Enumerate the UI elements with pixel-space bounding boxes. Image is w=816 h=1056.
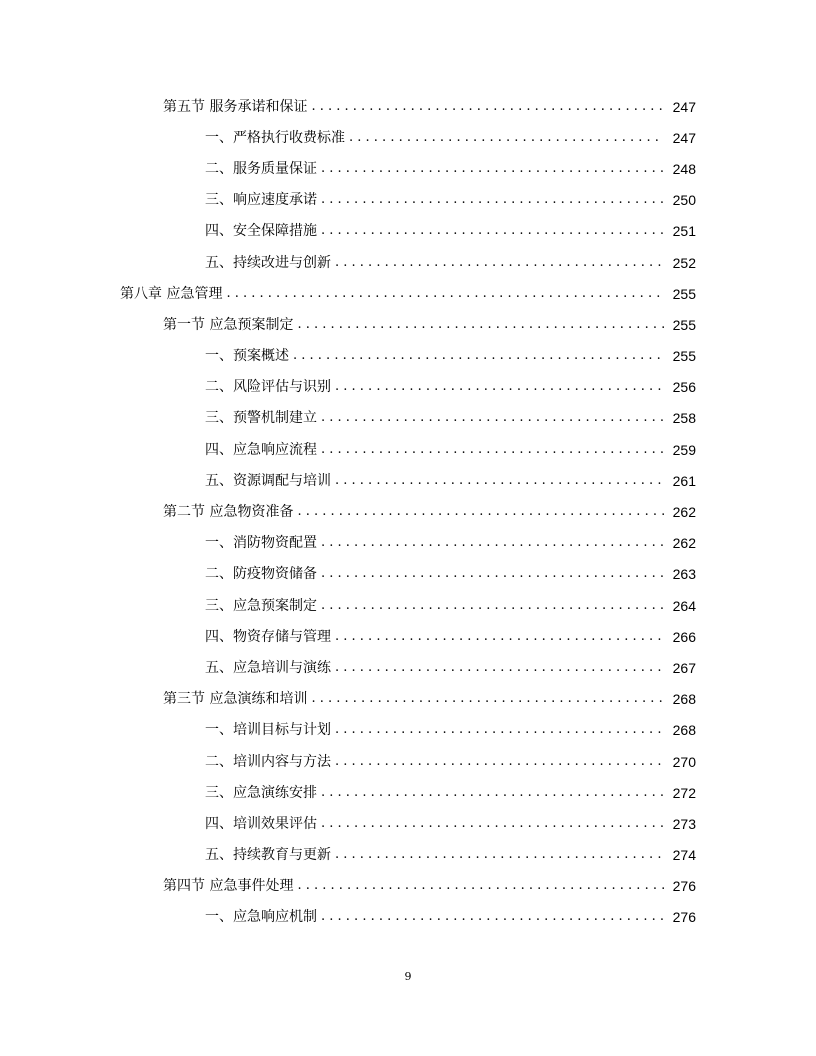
dot-leader [321, 440, 664, 460]
toc-entry[interactable] [0, 871, 816, 902]
toc-entry[interactable] [0, 777, 816, 808]
toc-entry[interactable] [0, 684, 816, 715]
toc-entry-page: 268 [672, 722, 696, 739]
toc-entry[interactable] [0, 840, 816, 871]
toc-entry[interactable] [0, 278, 816, 309]
toc-entry[interactable] [0, 465, 816, 496]
dot-leader [335, 377, 664, 397]
toc-entry-title: 四、应急响应流程 [205, 441, 317, 458]
toc-entry-page: 261 [672, 472, 696, 489]
toc-entry-title: 一、培训目标与计划 [205, 722, 331, 739]
toc-entry-page: 266 [672, 628, 696, 645]
toc-entry-page: 248 [672, 160, 696, 177]
toc-entry[interactable] [0, 528, 816, 559]
dot-leader [321, 408, 664, 428]
toc-entry-page: 267 [672, 659, 696, 676]
toc-entry[interactable] [0, 902, 816, 933]
dot-leader [321, 596, 664, 616]
toc-entry[interactable] [0, 247, 816, 278]
toc-entry-page: 252 [672, 254, 696, 271]
toc-entry-page: 250 [672, 192, 696, 209]
toc-entry-title: 三、响应速度承诺 [205, 192, 317, 209]
toc-entry-page: 272 [672, 784, 696, 801]
toc-entry[interactable] [0, 434, 816, 465]
toc-entry[interactable] [0, 652, 816, 683]
toc-entry-title: 二、防疫物资储备 [205, 566, 317, 583]
toc-entry[interactable] [0, 746, 816, 777]
toc-entry[interactable] [0, 559, 816, 590]
toc-entry[interactable] [0, 403, 816, 434]
toc-entry-page: 276 [672, 878, 696, 895]
toc-entry[interactable] [0, 808, 816, 839]
dot-leader [311, 97, 664, 117]
dot-leader [335, 471, 664, 491]
toc-entry-title: 五、持续教育与更新 [205, 847, 331, 864]
toc-entry[interactable] [0, 216, 816, 247]
toc-entry-title: 五、资源调配与培训 [205, 472, 331, 489]
toc-entry-title: 第三节 应急演练和培训 [163, 691, 308, 708]
toc-entry-title: 第一节 应急预案制定 [163, 316, 294, 333]
toc-entry-title: 四、培训效果评估 [205, 815, 317, 832]
toc-entry-title: 四、安全保障措施 [205, 223, 317, 240]
dot-leader [321, 221, 664, 241]
toc-entry-page: 255 [672, 285, 696, 302]
dot-leader [335, 845, 664, 865]
toc-entry[interactable] [0, 715, 816, 746]
toc-entry-title: 三、应急演练安排 [205, 784, 317, 801]
dot-leader [335, 253, 664, 273]
toc-entry[interactable] [0, 153, 816, 184]
toc-entry-page: 262 [672, 504, 696, 521]
toc-entry-title: 五、应急培训与演练 [205, 659, 331, 676]
toc-entry-page: 274 [672, 847, 696, 864]
toc-entry-title: 三、应急预案制定 [205, 597, 317, 614]
toc-entry-page: 268 [672, 691, 696, 708]
toc-entry-title: 二、服务质量保证 [205, 160, 317, 177]
toc-entry-page: 247 [672, 98, 696, 115]
toc-entry-title: 四、物资存储与管理 [205, 628, 331, 645]
dot-leader [335, 627, 664, 647]
toc-entry-title: 五、持续改进与创新 [205, 254, 331, 271]
dot-leader [321, 564, 664, 584]
toc-entry-title: 一、消防物资配置 [205, 535, 317, 552]
dot-leader [335, 720, 664, 740]
toc-entry[interactable] [0, 372, 816, 403]
toc-entry-title: 第五节 服务承诺和保证 [163, 98, 308, 115]
toc-entry-title: 一、严格执行收费标准 [205, 129, 345, 146]
toc-entry[interactable] [0, 91, 816, 122]
dot-leader [321, 783, 664, 803]
dot-leader [297, 876, 664, 896]
toc-entry[interactable] [0, 590, 816, 621]
toc-entry-title: 第二节 应急物资准备 [163, 504, 294, 521]
dot-leader [321, 159, 664, 179]
toc-entry[interactable] [0, 341, 816, 372]
dot-leader [297, 502, 664, 522]
toc-entry-page: 255 [672, 348, 696, 365]
toc-entry-page: 264 [672, 597, 696, 614]
dot-leader [293, 346, 664, 366]
dot-leader [226, 284, 664, 304]
toc-entry-title: 三、预警机制建立 [205, 410, 317, 427]
toc-entry-title: 一、预案概述 [205, 348, 289, 365]
toc-entry-page: 263 [672, 566, 696, 583]
dot-leader [335, 752, 664, 772]
page-number: 9 [404, 970, 412, 983]
toc-entry-page: 262 [672, 535, 696, 552]
toc-entry-page: 258 [672, 410, 696, 427]
toc-entry[interactable] [0, 309, 816, 340]
dot-leader [349, 128, 664, 148]
toc-entry-title: 第八章 应急管理 [120, 285, 223, 302]
toc-entry-page: 259 [672, 441, 696, 458]
toc-entry[interactable] [0, 496, 816, 527]
dot-leader [311, 689, 664, 709]
toc-entry[interactable] [0, 621, 816, 652]
toc-entry[interactable] [0, 185, 816, 216]
toc-entry-title: 第四节 应急事件处理 [163, 878, 294, 895]
dot-leader [335, 658, 664, 678]
toc-entry-title: 一、应急响应机制 [205, 909, 317, 926]
toc-entry-page: 255 [672, 316, 696, 333]
toc-entry[interactable] [0, 122, 816, 153]
toc-entry-page: 276 [672, 909, 696, 926]
toc-entry-page: 273 [672, 815, 696, 832]
dot-leader [321, 190, 664, 210]
dot-leader [321, 814, 664, 834]
dot-leader [321, 533, 664, 553]
toc-entry-title: 二、风险评估与识别 [205, 379, 331, 396]
toc-entry-page: 251 [672, 223, 696, 240]
dot-leader [321, 907, 664, 927]
table-of-contents [0, 91, 816, 933]
toc-entry-page: 270 [672, 753, 696, 770]
toc-entry-title: 二、培训内容与方法 [205, 753, 331, 770]
dot-leader [297, 315, 664, 335]
toc-entry-page: 256 [672, 379, 696, 396]
toc-entry-page: 247 [672, 129, 696, 146]
